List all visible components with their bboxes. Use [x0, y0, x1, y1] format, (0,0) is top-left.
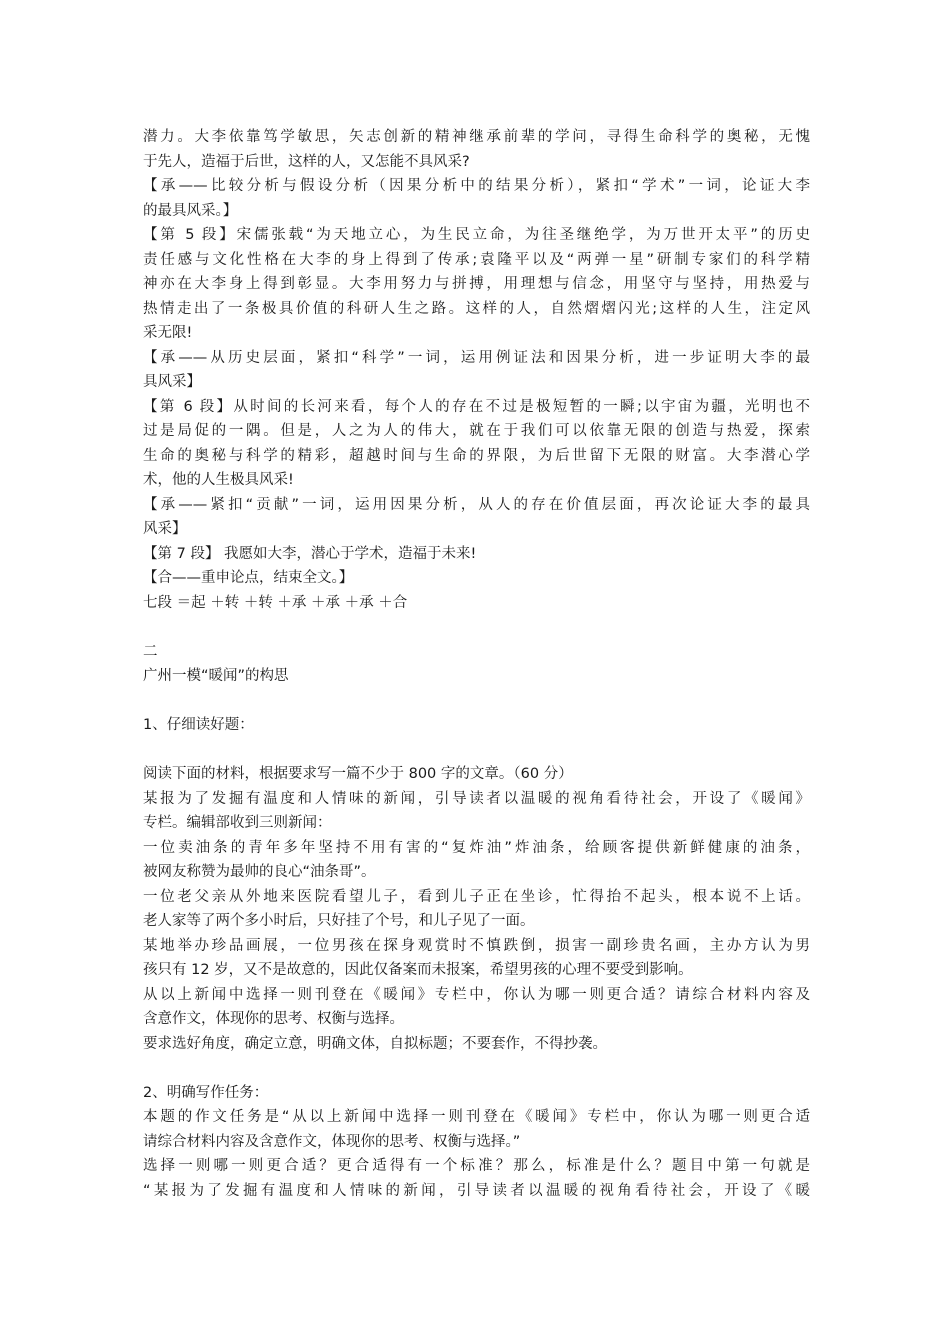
text-line: 生命的奥秘与科学的精彩，超越时间与生命的界限，为后世留下无限的财富。大李潜心学 — [143, 447, 810, 464]
text-line: 一位卖油条的青年多年坚持不用有害的“复炸油”炸油条，给顾客提供新鲜健康的油条， — [143, 839, 810, 856]
text-line: 孩只有 12 岁，又不是故意的，因此仅备案而未报案，希望男孩的心理不要受到影响。 — [143, 962, 693, 978]
text-line: 于先人，造福于后世，这样的人，又怎能不具风采? — [143, 153, 470, 170]
text-line: 采无限! — [143, 325, 193, 341]
text-line: 【合——重申论点，结束全文。】 — [143, 570, 354, 586]
text-line: 【承——比较分析与假设分析（因果分析中的结果分析），紧扣“学术”一词，论证大李 — [143, 178, 810, 194]
text-line: 具风采】 — [143, 374, 201, 390]
blank-line — [143, 615, 810, 640]
text-line: 从以上新闻中选择一则刊登在《暖闻》专栏中，你认为哪一则更合适？请综合材料内容及 — [143, 986, 810, 1003]
blank-line — [143, 689, 810, 714]
text-line: 含意作文，体现你的思考、权衡与选择。 — [143, 1011, 404, 1027]
text-line: 阅读下面的材料，根据要求写一篇不少于 800 字的文章。（60 分） — [143, 766, 573, 782]
document-page — [143, 125, 810, 1203]
text-line: 风采】 — [143, 521, 187, 537]
text-line: 潜力。大李依靠笃学敏思，矢志创新的精神继承前辈的学问，寻得生命科学的奥秘，无愧 — [143, 129, 810, 145]
text-line: “某报为了发掘有温度和人情味的新闻，引导读者以温暖的视角看待社会，开设了《暖 — [143, 1182, 810, 1199]
text-line: 【承——从历史层面，紧扣“科学”一词，运用例证法和因果分析，进一步证明大李的最 — [143, 349, 810, 366]
text-line: 本题的作文任务是“从以上新闻中选择一则刊登在《暖闻》专栏中，你认为哪一则更合适 — [143, 1109, 810, 1125]
text-line: 1、仔细读好题： — [143, 717, 254, 733]
text-line: 要求选好角度，确定立意，明确文体，自拟标题；不要套作，不得抄袭。 — [143, 1035, 607, 1052]
text-line: 术，他的人生极具风采! — [143, 472, 294, 488]
text-line: 某地举办珍品画展，一位男孩在探身观赏时不慎跌倒，损害一副珍贵名画，主办方认为男 — [143, 937, 810, 954]
blank-line — [143, 1056, 810, 1081]
text-line: 请综合材料内容及含意作文，体现你的思考、权衡与选择。” — [143, 1133, 521, 1150]
text-line: 二 — [143, 643, 158, 660]
text-line: 广州一模“暖闻”的构思 — [143, 668, 289, 684]
text-line: 【第 6 段】从时间的长河来看，每个人的存在不过是极短暂的一瞬;以宇宙为疆，光明也不 — [143, 398, 810, 415]
text-line: 选择一则哪一则更合适？更合适得有一个标准？那么，标准是什么？题目中第一句就是 — [143, 1158, 810, 1174]
text-line: 的最具风采。】 — [143, 202, 238, 219]
text-line: 神亦在大李身上得到彰显。大李用努力与拼搏，用理想与信念，用坚守与坚持，用热爱与 — [143, 276, 810, 292]
text-line: 一位老父亲从外地来医院看望儿子，看到儿子正在坐诊，忙得抬不起头，根本说不上话。 — [143, 888, 810, 905]
text-line: 某报为了发掘有温度和人情味的新闻，引导读者以温暖的视角看待社会，开设了《暖闻》 — [143, 790, 810, 807]
text-line: 【第 7 段】 我愿如大李，潜心于学术，造福于未来! — [143, 545, 477, 562]
text-line: 老人家等了两个多小时后，只好挂了个号，和儿子见了一面。 — [143, 913, 535, 929]
text-line: 专栏。编辑部收到三则新闻： — [143, 815, 332, 831]
text-line: 被网友称赞为最帅的良心“油条哥”。 — [143, 864, 376, 880]
text-line: 责任感与文化性格在大李的身上得到了传承;袁隆平以及“两弹一星”研制专家们的科学精 — [143, 251, 810, 268]
text-line: 热情走出了一条极具价值的科研人生之路。这样的人，自然熠熠闪光;这样的人生，注定风 — [143, 300, 810, 317]
text-line: 【承——紧扣“贡献”一词，运用因果分析，从人的存在价值层面，再次论证大李的最具 — [143, 496, 810, 513]
blank-line — [143, 738, 810, 763]
text-line: 过是局促的一隅。但是，人之为人的伟大，就在于我们可以依靠无限的创造与热爱，探索 — [143, 423, 810, 439]
text-line: 2、明确写作任务： — [143, 1084, 269, 1101]
text-line: 七段 ＝起 ＋转 ＋转 ＋承 ＋承 ＋承 ＋合 — [143, 594, 408, 611]
text-line: 【第 5 段】宋儒张载“为天地立心，为生民立命，为往圣继绝学，为万世开太平”的历史 — [143, 227, 810, 243]
